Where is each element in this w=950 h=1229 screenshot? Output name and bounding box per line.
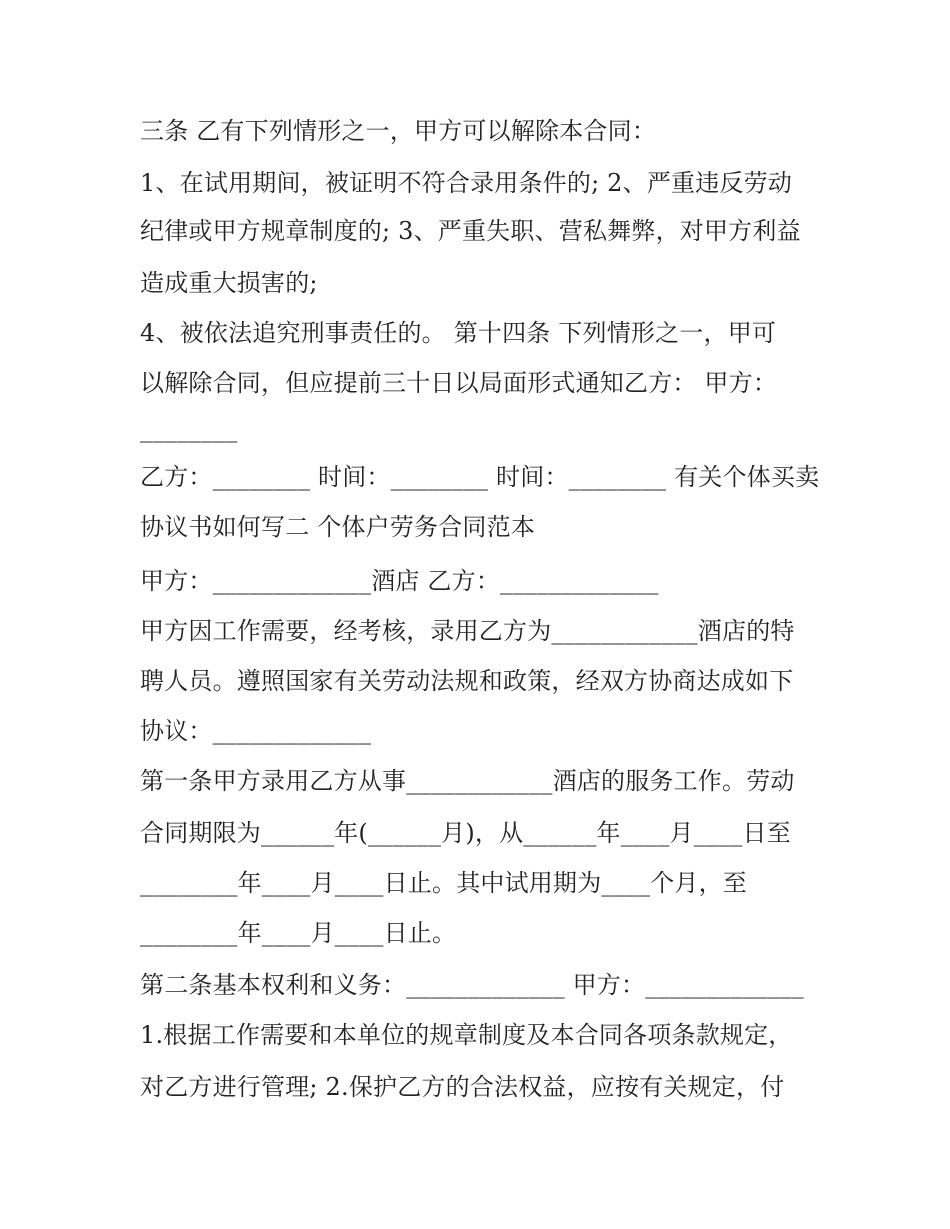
- text-line: 甲方因工作需要，经考核，录用乙方为____________酒店的特: [140, 617, 795, 645]
- text-line: 纪律或甲方规章制度的; 3、严重失职、营私舞弊，对甲方利益: [140, 217, 801, 245]
- text-line: 4、被依法追究刑事责任的。 第十四条 下列情形之一，甲可: [140, 319, 777, 347]
- text-line: 协议书如何写二 个体户劳务合同范本: [140, 513, 536, 541]
- text-line: 甲方：_____________酒店 乙方：_____________: [140, 567, 659, 595]
- text-line: 协议：_____________: [140, 717, 372, 745]
- text-line: 第一条甲方录用乙方从事____________酒店的服务工作。劳动: [140, 767, 795, 795]
- text-line: 乙方：________ 时间：________ 时间：________ 有关个体买卖: [140, 463, 820, 491]
- text-line: 以解除合同，但应提前三十日以局面形式通知乙方： 甲方：: [140, 369, 778, 397]
- text-line: 造成重大损害的;: [140, 269, 318, 297]
- text-line: ________: [140, 415, 238, 443]
- text-line: 对乙方进行管理; 2.保护乙方的合法权益，应按有关规定，付: [140, 1073, 785, 1101]
- text-line: 第二条基本权利和义务：_____________ 甲方：_____________: [140, 971, 804, 999]
- text-line: 聘人员。遵照国家有关劳动法规和政策，经双方协商达成如下: [140, 667, 794, 695]
- text-line: ________年____月____日止。其中试用期为____个月，至: [140, 869, 747, 897]
- text-line: 合同期限为______年(______月)，从______年____月____日至: [140, 819, 791, 847]
- text-line: 1.根据工作需要和本单位的规章制度及本合同各项条款规定，: [140, 1021, 793, 1049]
- text-line: 1、在试用期间，被证明不符合录用条件的; 2、严重违反劳动: [140, 169, 793, 197]
- text-line: 三条 乙有下列情形之一，甲方可以解除本合同：: [140, 117, 657, 145]
- text-line: ________年____月____日止。: [140, 919, 457, 947]
